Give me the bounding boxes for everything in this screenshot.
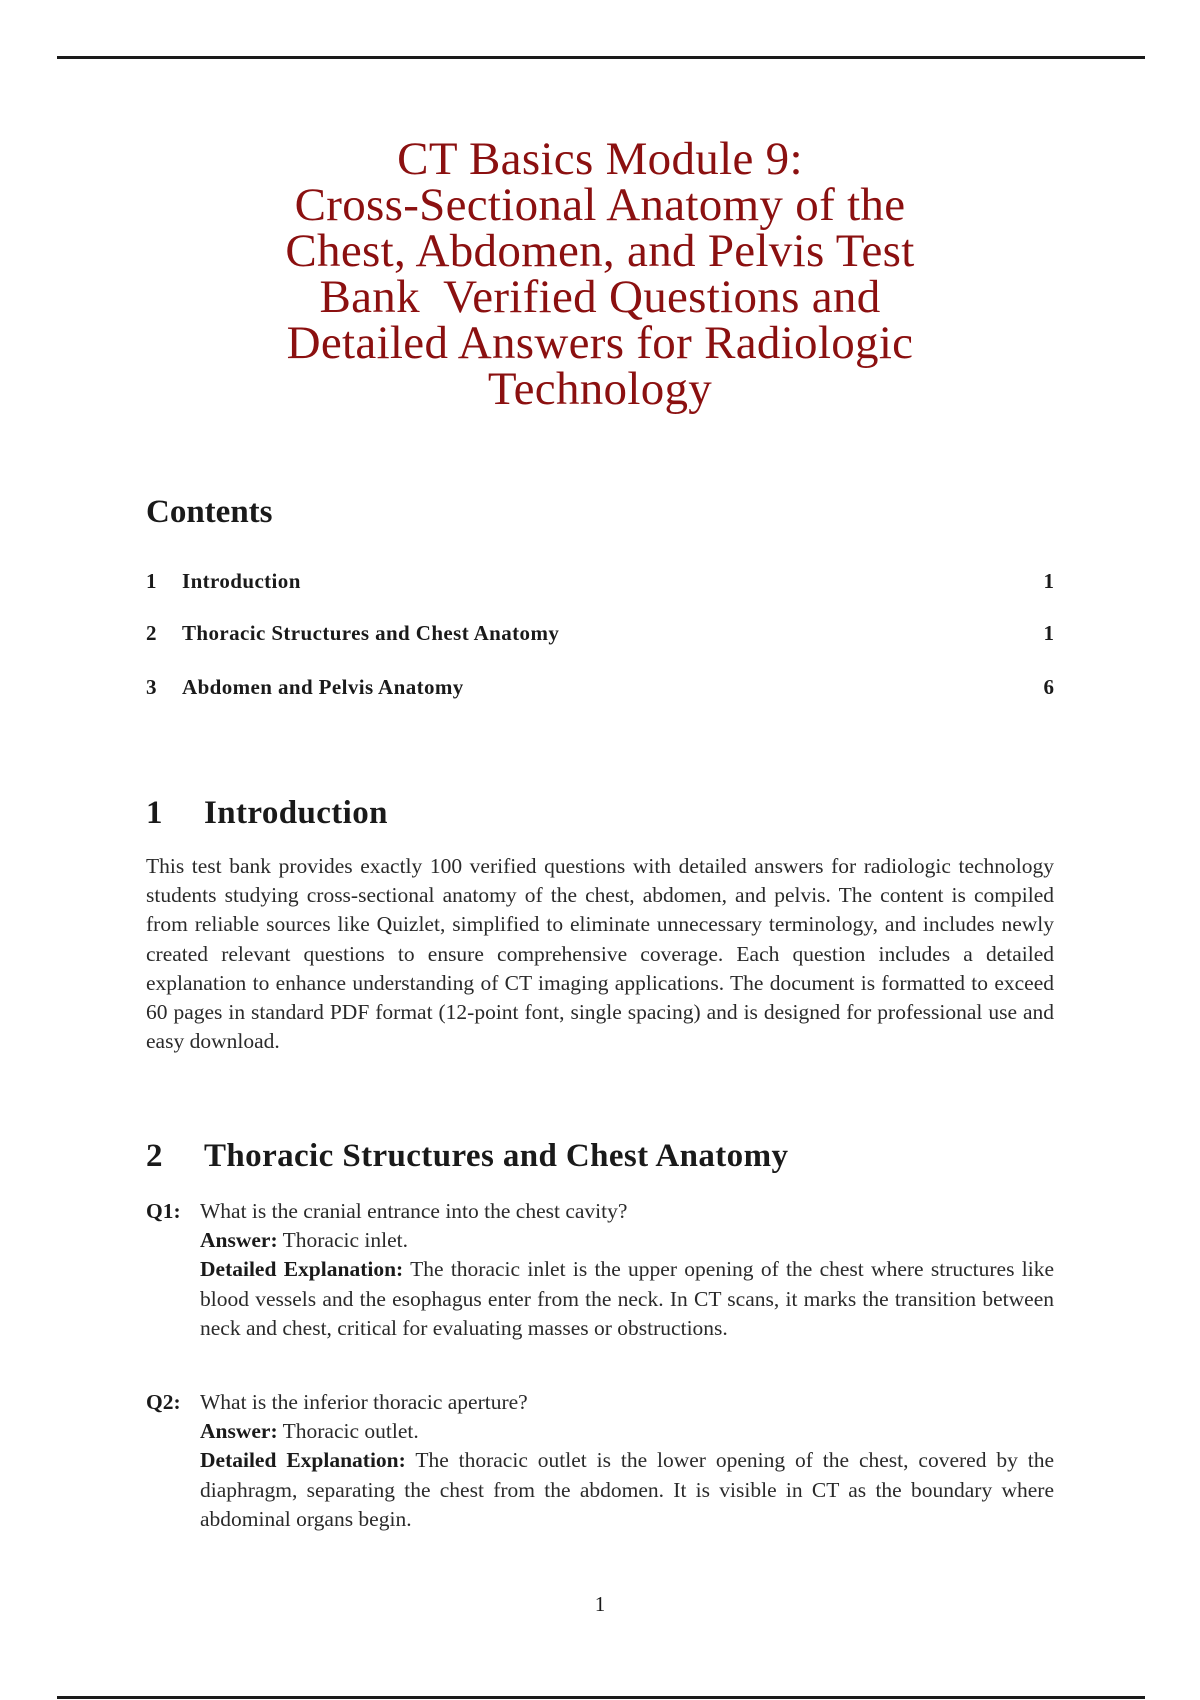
question-label: Q1:: [146, 1199, 181, 1223]
title-line: Cross-Sectional Anatomy of the: [294, 179, 906, 231]
toc-item-introduction[interactable]: [146, 566, 1054, 596]
toc-item-page[interactable]: 1: [1043, 568, 1054, 593]
toc-item-label[interactable]: Abdomen and Pelvis Anatomy: [182, 674, 464, 699]
toc-heading: Contents: [146, 494, 273, 530]
answer-text: Thoracic outlet.: [282, 1419, 419, 1444]
section-heading-thoracic: [146, 1138, 788, 1175]
toc-item-label[interactable]: Introduction: [182, 568, 301, 593]
toc-item-number: 3: [146, 674, 157, 699]
answer-line: [200, 1417, 1054, 1446]
title-line: Detailed Answers for Radiologic: [286, 317, 914, 369]
title-line: CT Basics Module 9:: [397, 133, 803, 185]
title-line: Technology: [487, 363, 713, 415]
section-title: Introduction: [204, 795, 388, 831]
explanation-text: The thoracic outlet is the lower opening of the chest, covered by the diaphragm, separating the chest from the abdomen. It is visible in CT as the boundary where abdominal organs begin.: [200, 1448, 1054, 1531]
title-line: Bank Verified Questions and: [319, 271, 881, 323]
question-text: What is the cranial entrance into the chest cavity?: [200, 1199, 628, 1223]
explanation-text: The thoracic inlet is the upper opening of the chest where structures like blood vessels and the esophagus enter from the neck. In CT scans, it marks the transition between neck and chest, critical for evaluating masses or obstructions.: [200, 1257, 1054, 1340]
section-number: 1: [146, 795, 163, 831]
footer-rule: [57, 1696, 1145, 1699]
explanation-block: [200, 1255, 1054, 1343]
toc-item-page[interactable]: 1: [1043, 620, 1054, 645]
question-q1: [146, 1197, 1054, 1343]
question-q2: [146, 1388, 1054, 1534]
title-line: Chest, Abdomen, and Pelvis Test: [285, 225, 915, 277]
toc-item-abdomen-pelvis[interactable]: [146, 672, 1054, 702]
section-heading-introduction: [146, 795, 388, 832]
document-title: [150, 133, 1050, 415]
section-number: 2: [146, 1138, 163, 1174]
toc-item-page[interactable]: 6: [1043, 674, 1054, 699]
answer-text: Thoracic inlet.: [282, 1228, 408, 1253]
question-label: Q2:: [146, 1390, 181, 1414]
header-rule: [57, 56, 1145, 59]
page-number: 1: [594, 1592, 606, 1616]
answer-label: Answer:: [200, 1228, 278, 1253]
toc-item-label[interactable]: Thoracic Structures and Chest Anatomy: [182, 620, 560, 645]
explanation-label: Detailed Explanation:: [200, 1448, 406, 1473]
explanation-block: [200, 1446, 1054, 1534]
question-text: What is the inferior thoracic aperture?: [200, 1390, 528, 1414]
toc-item-number: 2: [146, 620, 157, 645]
introduction-paragraph: This test bank provides exactly 100 verified questions with detailed answers for radiologic technology students studying cross-sectional anatomy of the chest, abdomen, and pelvis. The content is compiled from reliable sources like Quizlet, simplified to eliminate unnecessary terminology, and includes newly created relevant questions to ensure comprehensive coverage. Each question includes a detailed explanation to enhance understanding of CT imaging applications. The document is formatted to exceed 60 pages in standard PDF format (12-point font, single spacing) and is designed for professional use and easy download.: [146, 854, 1054, 1054]
explanation-label: Detailed Explanation:: [200, 1257, 404, 1282]
toc-item-thoracic[interactable]: [146, 618, 1054, 648]
toc-item-number: 1: [146, 568, 157, 593]
answer-line: [200, 1226, 1054, 1255]
answer-label: Answer:: [200, 1419, 278, 1444]
section-title: Thoracic Structures and Chest Anatomy: [204, 1138, 789, 1174]
